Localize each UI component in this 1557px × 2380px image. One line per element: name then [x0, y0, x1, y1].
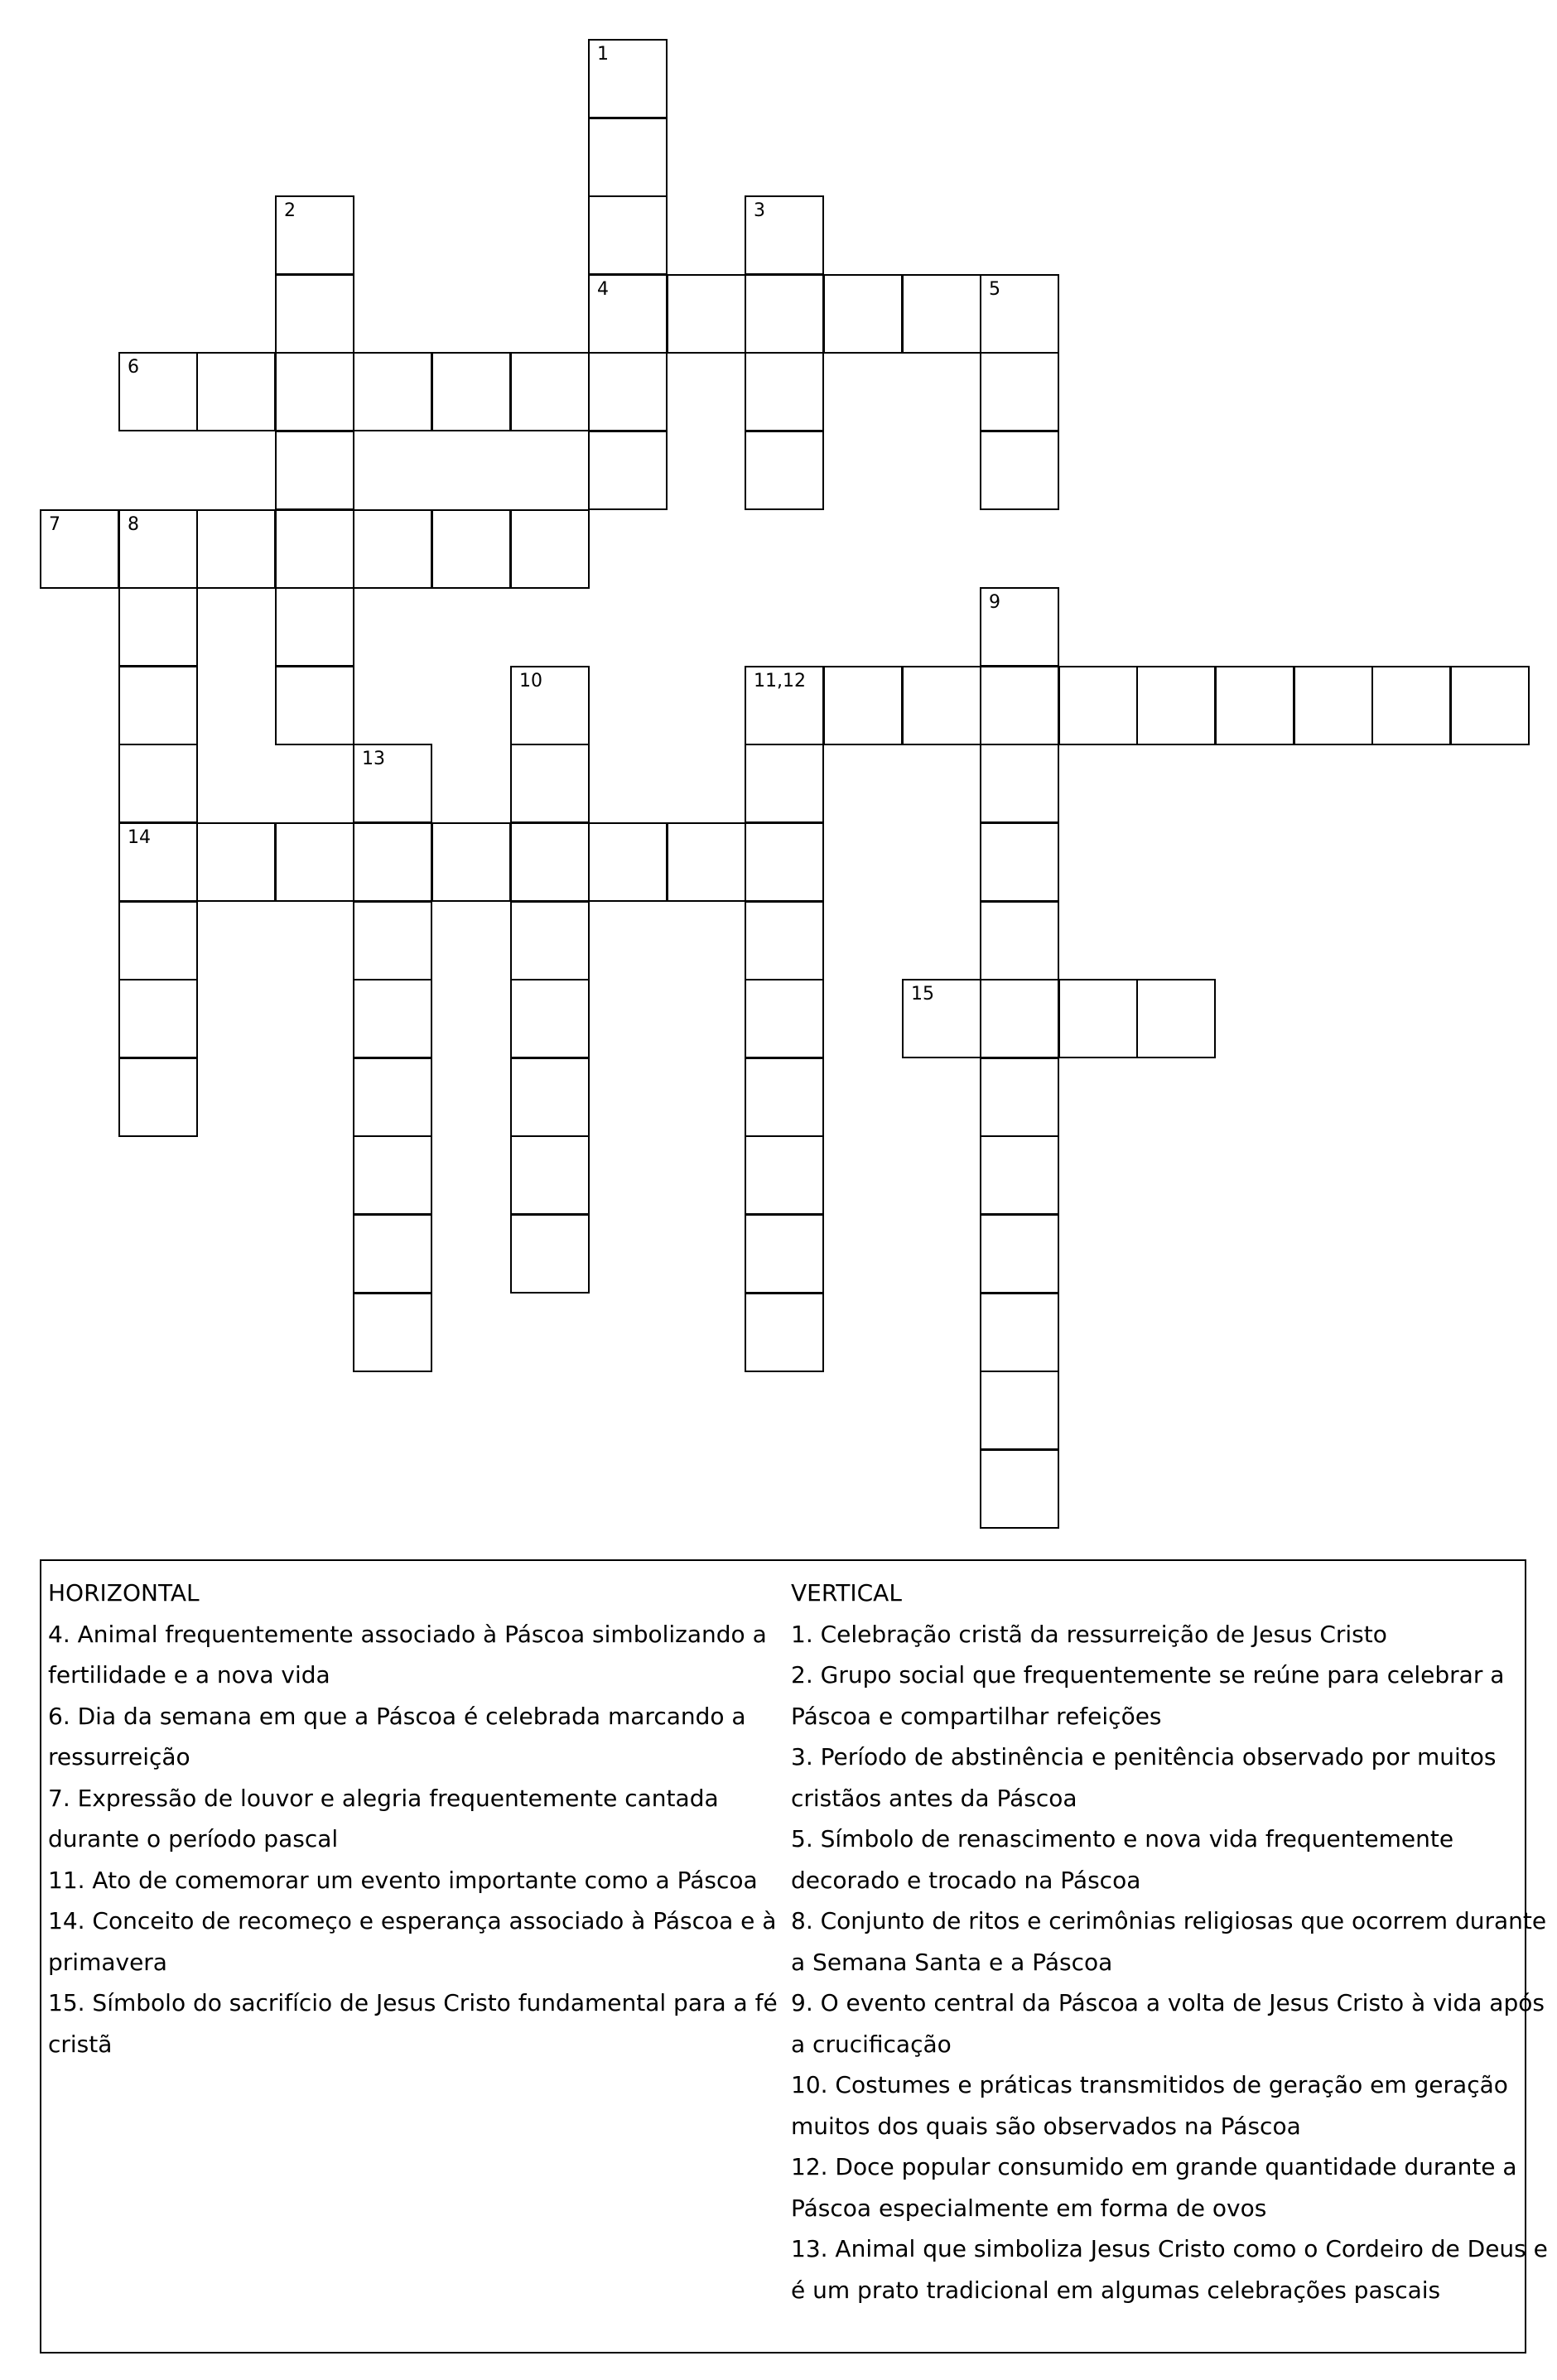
grid-cell[interactable] [353, 1214, 432, 1294]
grid-cell[interactable] [745, 195, 824, 275]
grid-cell[interactable] [588, 195, 668, 275]
clue-number: 15 [911, 984, 934, 1005]
grid-cell[interactable] [588, 274, 668, 354]
vertical-clue-line: 1. Celebração cristã da ressurreição de Jesus Cristo [791, 1620, 1387, 1648]
grid-cell[interactable] [510, 1058, 590, 1137]
horizontal-clue-line: primavera [48, 1948, 167, 1976]
grid-cell[interactable] [275, 352, 354, 431]
grid-cell[interactable] [275, 431, 354, 510]
grid-cell[interactable] [980, 744, 1059, 823]
grid-cell[interactable] [1371, 666, 1451, 745]
clue-number: 9 [989, 592, 1000, 613]
grid-cell[interactable] [196, 509, 276, 589]
horizontal-heading: HORIZONTAL [48, 1579, 200, 1607]
horizontal-clue-line: 6. Dia da semana em que a Páscoa é celebrada marcando a [48, 1702, 746, 1730]
grid-cell[interactable] [667, 822, 746, 902]
grid-cell[interactable] [1450, 666, 1530, 745]
grid-cell[interactable] [353, 352, 432, 431]
grid-cell[interactable] [980, 587, 1059, 667]
vertical-clue-line: 13. Animal que simboliza Jesus Cristo como o Cordeiro de Deus e [791, 2235, 1548, 2262]
vertical-clue-line: 12. Doce popular consumido em grande quantidade durante a [791, 2153, 1517, 2180]
clue-number: 11,12 [754, 671, 806, 691]
grid-cell[interactable] [745, 431, 824, 510]
grid-cell[interactable] [510, 744, 590, 823]
clue-number: 13 [362, 749, 385, 769]
grid-cell[interactable] [118, 666, 198, 745]
grid-cell[interactable] [118, 509, 198, 589]
vertical-clue-line: Páscoa especialmente em forma de ovos [791, 2194, 1267, 2222]
grid-cell[interactable] [510, 352, 590, 431]
grid-cell[interactable] [667, 274, 746, 354]
grid-cell[interactable] [275, 822, 354, 902]
grid-cell[interactable] [118, 1058, 198, 1137]
vertical-heading: VERTICAL [791, 1579, 902, 1607]
grid-cell[interactable] [745, 1293, 824, 1372]
grid-cell[interactable] [431, 822, 511, 902]
grid-cell[interactable] [823, 274, 903, 354]
vertical-clue-line: decorado e trocado na Páscoa [791, 1866, 1141, 1894]
horizontal-clue-line: 4. Animal frequentemente associado à Páscoa simbolizando a [48, 1620, 767, 1648]
vertical-clue-line: 8. Conjunto de ritos e cerimônias religiosas que ocorrem durante [791, 1907, 1547, 1934]
grid-cell[interactable] [118, 352, 198, 431]
grid-cell[interactable] [353, 979, 432, 1058]
vertical-clue-line: é um prato tradicional em algumas celebrações pascais [791, 2276, 1441, 2304]
grid-cell[interactable] [353, 744, 432, 823]
vertical-clue-line: 5. Símbolo de renascimento e nova vida frequentemente [791, 1825, 1454, 1852]
clue-number: 2 [284, 200, 296, 221]
grid-cell[interactable] [510, 1214, 590, 1294]
vertical-clue-line: 9. O evento central da Páscoa a volta de Jesus Cristo à vida após [791, 1989, 1545, 2016]
grid-cell[interactable] [745, 822, 824, 902]
grid-cell[interactable] [275, 195, 354, 275]
grid-cell[interactable] [118, 901, 198, 980]
grid-cell[interactable] [275, 509, 354, 589]
grid-cell[interactable] [588, 431, 668, 510]
vertical-clue-line: 2. Grupo social que frequentemente se reúne para celebrar a [791, 1661, 1505, 1689]
grid-cell[interactable] [40, 509, 119, 589]
grid-cell[interactable] [196, 822, 276, 902]
grid-cell[interactable] [1058, 666, 1138, 745]
grid-cell[interactable] [745, 979, 824, 1058]
grid-cell[interactable] [588, 118, 668, 197]
clue-number: 6 [128, 357, 139, 378]
clue-number: 8 [128, 514, 139, 535]
grid-cell[interactable] [980, 1293, 1059, 1372]
horizontal-clues [48, 1573, 778, 2064]
grid-cell[interactable] [980, 1058, 1059, 1137]
grid-cell[interactable] [980, 979, 1059, 1058]
grid-cell[interactable] [980, 431, 1059, 510]
horizontal-clue-line: cristã [48, 2030, 113, 2058]
grid-cell[interactable] [980, 666, 1059, 745]
grid-cell[interactable] [1058, 979, 1138, 1058]
grid-cell[interactable] [745, 901, 824, 980]
vertical-clue-line: Páscoa e compartilhar refeições [791, 1702, 1162, 1730]
grid-cell[interactable] [980, 901, 1059, 980]
clue-number: 10 [519, 671, 542, 691]
vertical-clue-line: muitos dos quais são observados na Páscoa [791, 2112, 1301, 2140]
grid-cell[interactable] [510, 979, 590, 1058]
clues-box [40, 1559, 1548, 2354]
grid-cell[interactable] [980, 1135, 1059, 1215]
grid-cell[interactable] [431, 352, 511, 431]
grid-cell[interactable] [510, 1135, 590, 1215]
clue-number: 5 [989, 279, 1000, 300]
grid-cell[interactable] [353, 509, 432, 589]
vertical-clue-line: a Semana Santa e a Páscoa [791, 1948, 1113, 1976]
grid-cell[interactable] [275, 666, 354, 745]
grid-cell[interactable] [980, 352, 1059, 431]
grid-cell[interactable] [588, 822, 668, 902]
grid-cell[interactable] [510, 822, 590, 902]
grid-cell[interactable] [275, 274, 354, 354]
grid-cell[interactable] [745, 666, 824, 745]
grid-cell[interactable] [118, 587, 198, 667]
grid-cell[interactable] [745, 274, 824, 354]
grid-cell[interactable] [902, 979, 981, 1058]
clue-number: 14 [128, 827, 151, 848]
grid-cell[interactable] [745, 744, 824, 823]
grid-cell[interactable] [823, 666, 903, 745]
grid-cell[interactable] [745, 1214, 824, 1294]
grid-cell[interactable] [980, 822, 1059, 902]
grid-cell[interactable] [353, 1058, 432, 1137]
grid-cell[interactable] [980, 274, 1059, 354]
vertical-clue-line: a crucificação [791, 2030, 952, 2058]
horizontal-clue-line: ressurreição [48, 1743, 190, 1771]
grid-cell[interactable] [1294, 666, 1373, 745]
vertical-clue-line: 3. Período de abstinência e penitência observado por muitos [791, 1743, 1497, 1771]
grid-cell[interactable] [745, 352, 824, 431]
horizontal-clue-line: fertilidade e a nova vida [48, 1661, 330, 1689]
grid-cell[interactable] [1215, 666, 1294, 745]
grid-cell[interactable] [353, 822, 432, 902]
clue-number: 1 [597, 44, 609, 65]
horizontal-clue-line: 14. Conceito de recomeço e esperança associado à Páscoa e à [48, 1907, 777, 1934]
grid-cell[interactable] [980, 1214, 1059, 1294]
clue-number: 4 [597, 279, 609, 300]
vertical-clue-line: cristãos antes da Páscoa [791, 1784, 1077, 1812]
grid-cell[interactable] [275, 587, 354, 667]
clue-number: 3 [754, 200, 765, 221]
grid-cell[interactable] [118, 744, 198, 823]
horizontal-clue-line: 11. Ato de comemorar um evento importante como a Páscoa [48, 1866, 758, 1894]
vertical-clues [791, 1573, 1548, 2310]
grid-cell[interactable] [353, 901, 432, 980]
grid-cell[interactable] [745, 1135, 824, 1215]
vertical-clue-line: 10. Costumes e práticas transmitidos de geração em geração [791, 2071, 1508, 2098]
grid-cell[interactable] [902, 274, 981, 354]
grid-cell[interactable] [118, 822, 198, 902]
grid-cell[interactable] [588, 352, 668, 431]
grid-cell[interactable] [1136, 979, 1216, 1058]
grid-cell[interactable] [745, 1058, 824, 1137]
horizontal-clue-line: 7. Expressão de louvor e alegria frequentemente cantada [48, 1784, 719, 1812]
grid-cell[interactable] [510, 509, 590, 589]
grid-cell[interactable] [1136, 666, 1216, 745]
grid-cell[interactable] [980, 1371, 1059, 1450]
grid-cell[interactable] [353, 1293, 432, 1372]
horizontal-clue-line: durante o período pascal [48, 1825, 339, 1852]
grid-cell[interactable] [353, 1135, 432, 1215]
grid-cell[interactable] [588, 39, 668, 118]
grid-cell[interactable] [510, 666, 590, 745]
grid-cell[interactable] [902, 666, 981, 745]
grid-cell[interactable] [118, 979, 198, 1058]
grid-cell[interactable] [510, 901, 590, 980]
grid-cell[interactable] [196, 352, 276, 431]
grid-cell[interactable] [980, 1449, 1059, 1529]
grid-cell[interactable] [431, 509, 511, 589]
horizontal-clue-line: 15. Símbolo do sacrifício de Jesus Cristo fundamental para a fé [48, 1989, 778, 2016]
clue-number: 7 [49, 514, 60, 535]
